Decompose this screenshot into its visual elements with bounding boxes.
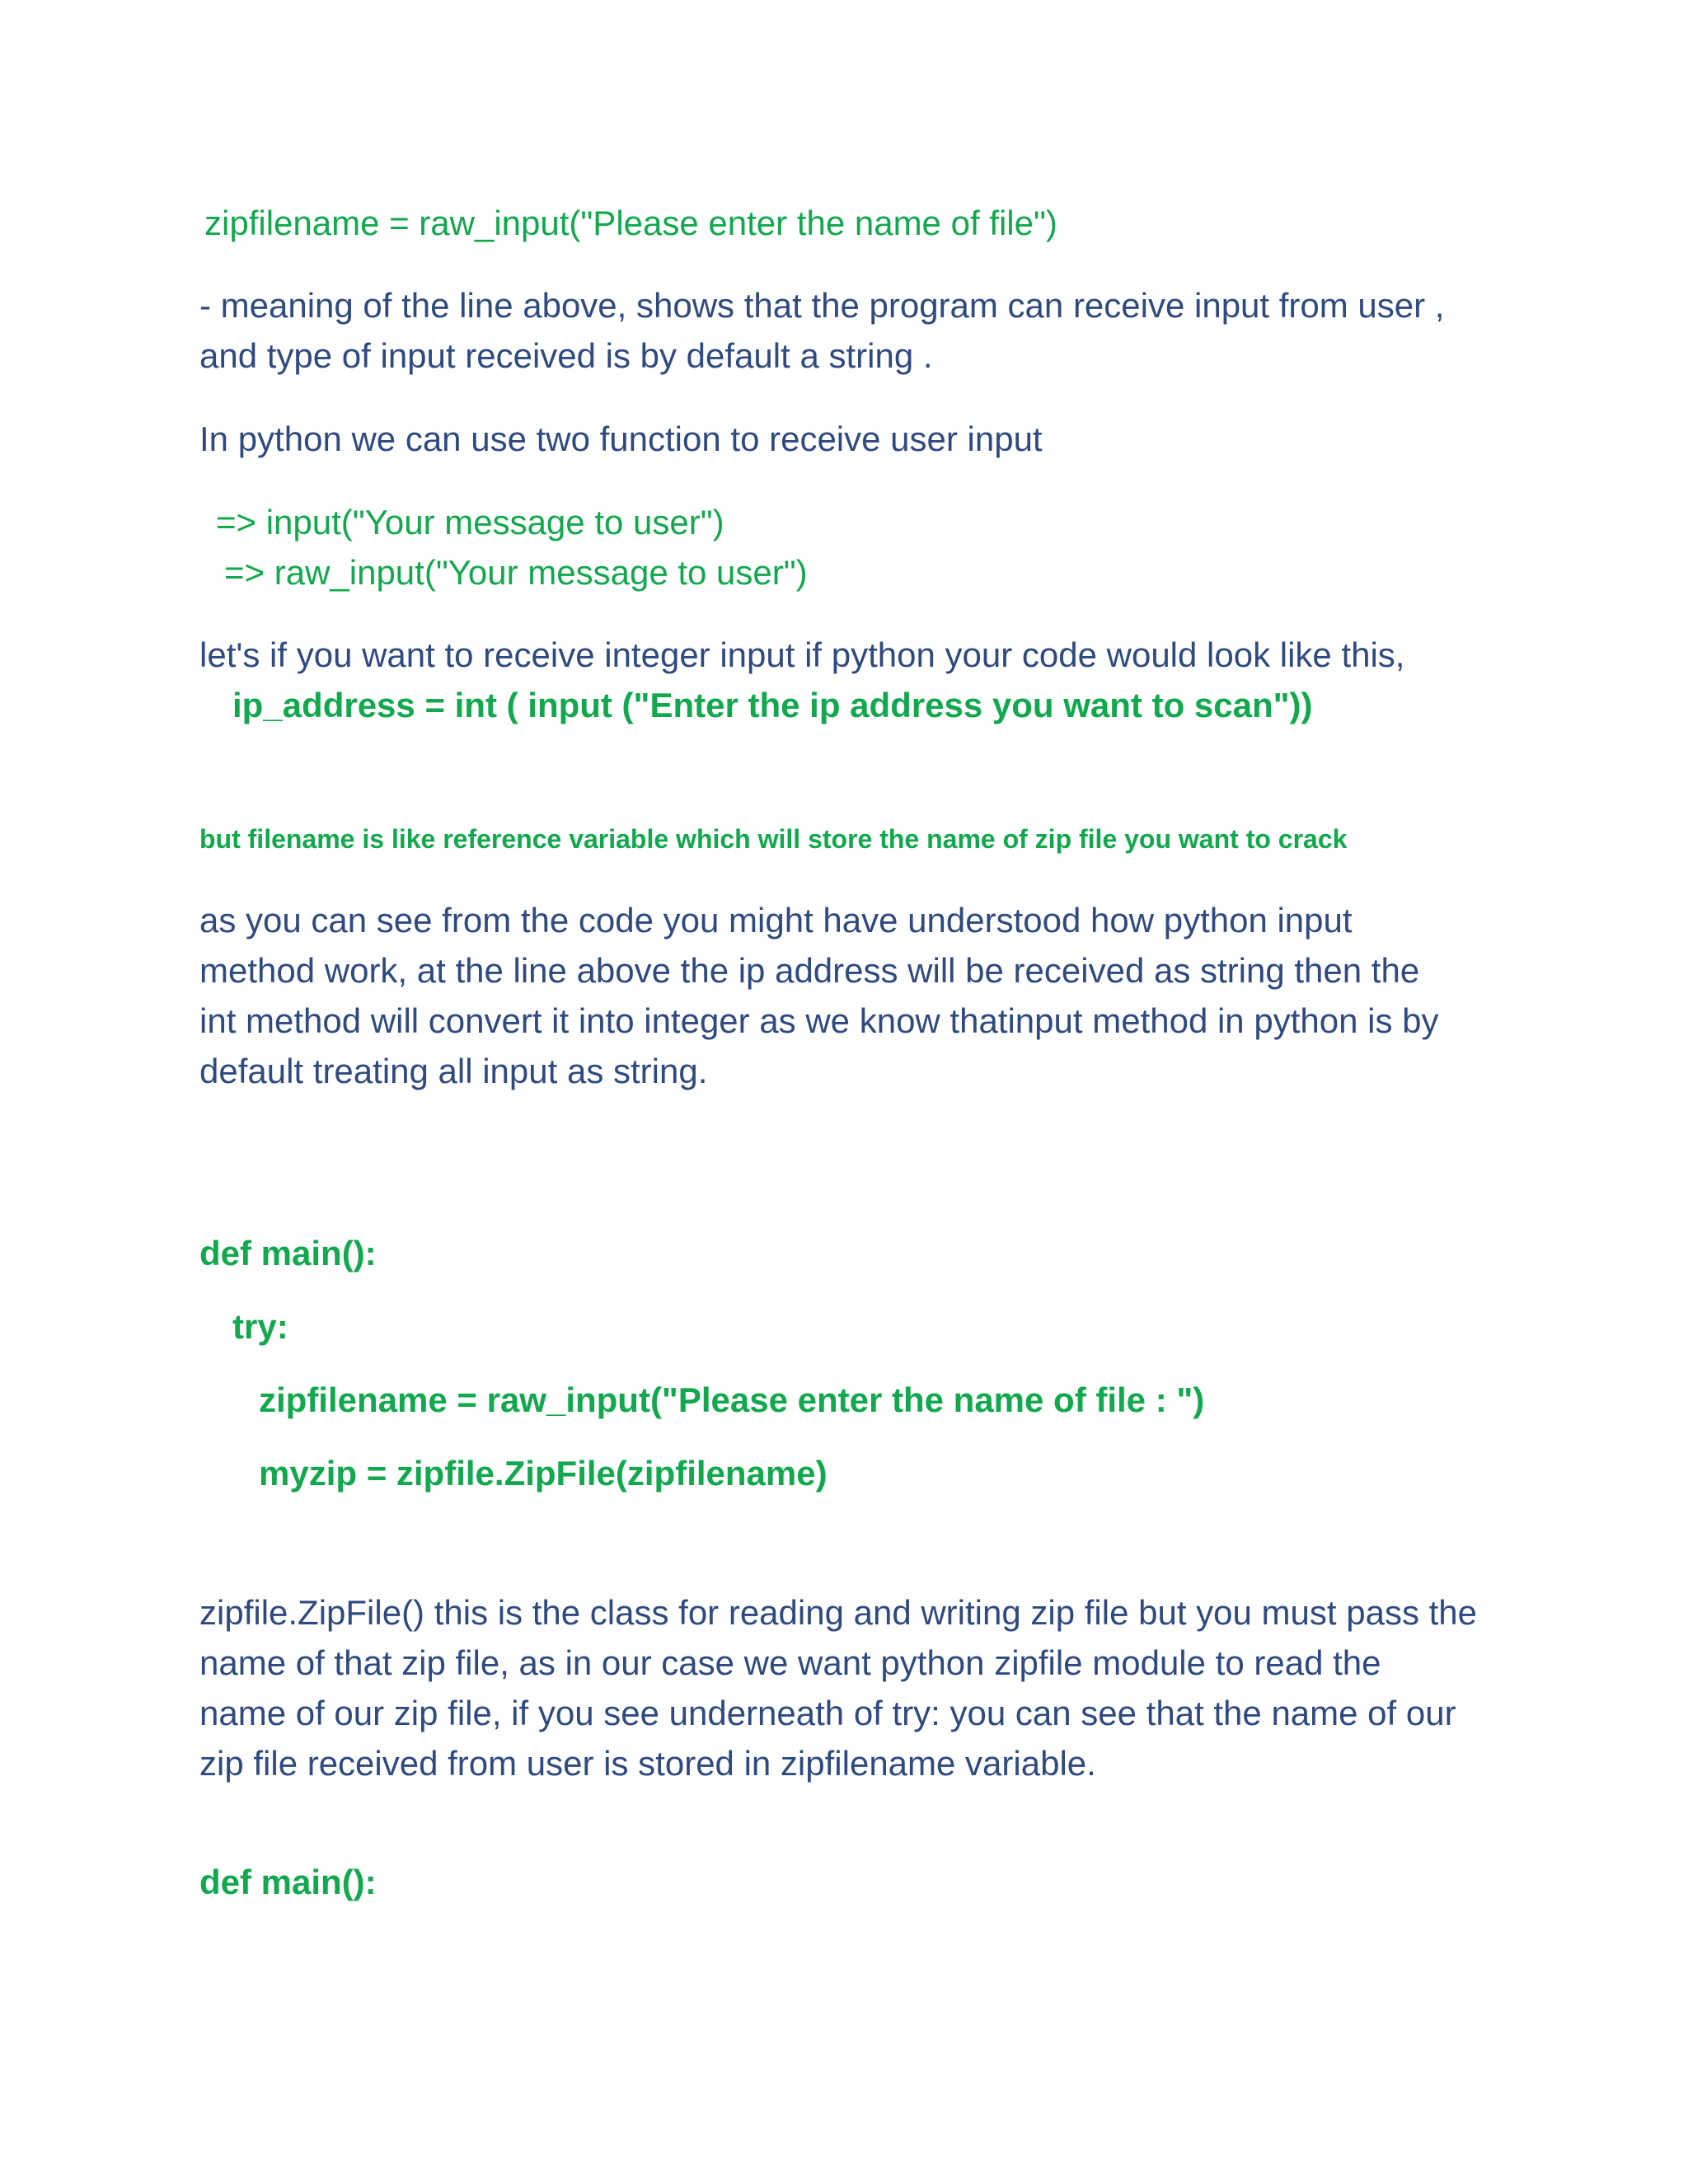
paragraph-input-method-line-2: method work, at the line above the ip address will be received as string then the [199, 951, 1420, 990]
code-def-main-1: def main(): [199, 1234, 377, 1272]
code-line-zipfilename: zipfilename = raw_input("Please enter the name of file") [204, 204, 1057, 242]
code-def-main-2: def main(): [199, 1863, 377, 1901]
paragraph-two-functions: In python we can use two function to receive user input [199, 419, 1043, 458]
paragraph-zipfile-line-4: zip file received from user is stored in zipfilename variable. [199, 1744, 1096, 1783]
paragraph-input-method-line-3: int method will convert it into integer as we know thatinput method in python is by [199, 1001, 1439, 1040]
paragraph-zipfile-line-2: name of that zip file, as in our case we want python zipfile module to read the [199, 1643, 1381, 1682]
paragraph-meaning-line-1: - meaning of the line above, shows that the program can receive input from user , [199, 286, 1445, 325]
arrow-item-input: => input("Your message to user") [216, 503, 724, 541]
code-myzip: myzip = zipfile.ZipFile(zipfilename) [259, 1454, 828, 1493]
paragraph-input-method-line-1: as you can see from the code you might have understood how python input [199, 901, 1353, 940]
note-filename-reference: but filename is like reference variable which will store the name of zip file you want to crack [199, 824, 1348, 854]
paragraph-input-method-line-4: default treating all input as string. [199, 1052, 708, 1090]
code-ip-address: ip_address = int ( input ("Enter the ip address you want to scan")) [232, 686, 1313, 724]
arrow-item-raw-input: => raw_input("Your message to user") [224, 553, 808, 592]
paragraph-zipfile-line-3: name of our zip file, if you see underneath of try: you can see that the name of our [199, 1694, 1456, 1732]
code-zipfilename-raw-input: zipfilename = raw_input("Please enter the name of file : ") [259, 1380, 1205, 1419]
paragraph-integer-input: let's if you want to receive integer input if python your code would look like this, [199, 635, 1405, 674]
paragraph-meaning-line-2: and type of input received is by default a string . [199, 336, 933, 375]
paragraph-zipfile-line-1: zipfile.ZipFile() this is the class for reading and writing zip file but you must pass the [199, 1593, 1478, 1632]
code-try: try: [232, 1307, 288, 1346]
